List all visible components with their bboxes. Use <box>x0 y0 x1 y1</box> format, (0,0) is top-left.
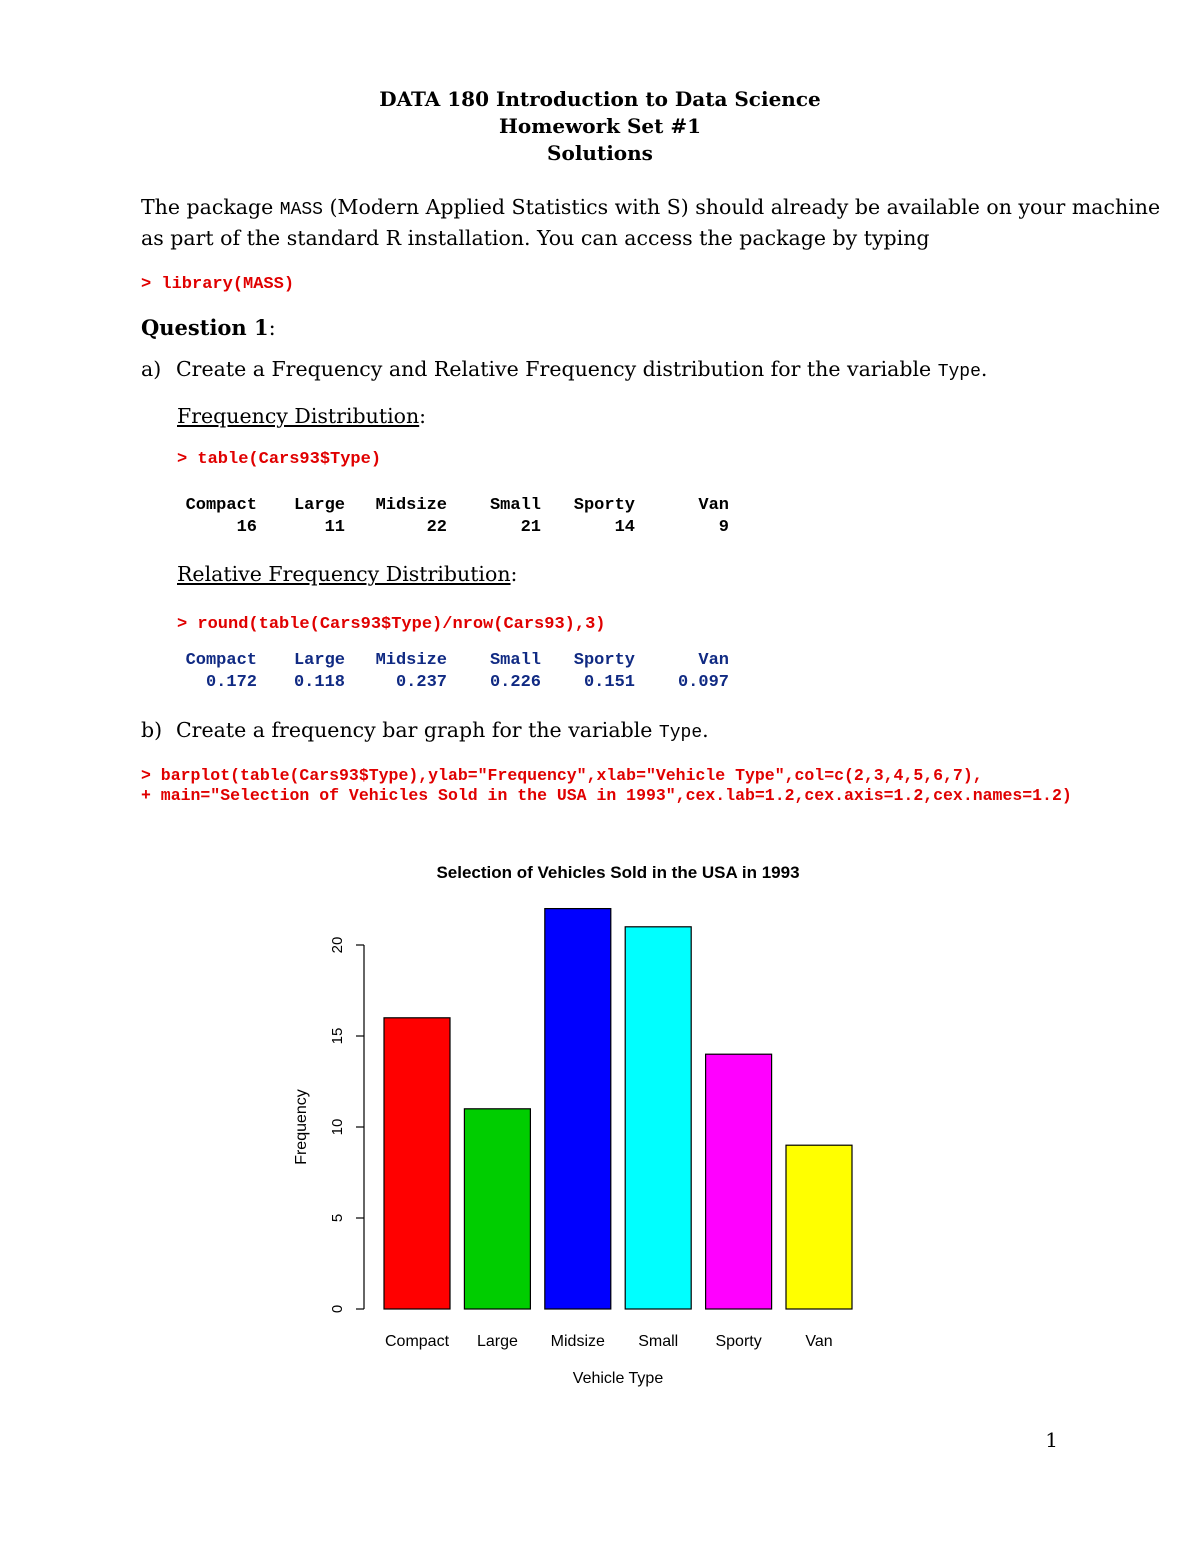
frequency-distribution-heading: Frequency Distribution: <box>177 404 427 428</box>
rel-table-value-3: 0.226 <box>489 673 541 692</box>
freq-table-header-1: Large <box>293 496 345 515</box>
rel-table-header-0: Compact <box>185 651 257 670</box>
barplot-command-line-1: > barplot(table(Cars93$Type),ylab="Frequency",xlab="Vehicle Type",col=c(2,3,4,5,6,7), <box>141 766 983 785</box>
y-tick-label-0: 0 <box>329 1304 346 1314</box>
y-tick-label-4: 20 <box>329 936 346 954</box>
category-label-small: Small <box>638 1333 679 1350</box>
question-part-a: a) Create a Frequency and Relative Frequency distribution for the variable Type. <box>141 357 988 382</box>
barplot-command-line-2: + main="Selection of Vehicles Sold in the USA in 1993",cex.lab=1.2,cex.axis=1.2,cex.names=1.2) <box>141 786 1072 805</box>
frequency-table <box>177 495 777 539</box>
table-command: > table(Cars93$Type) <box>177 450 382 469</box>
relative-table-value-row <box>177 672 777 694</box>
round-command: > round(table(Cars93$Type)/nrow(Cars93),3) <box>177 615 606 634</box>
rel-table-header-1: Large <box>293 651 345 670</box>
freq-table-value-3: 21 <box>520 518 541 537</box>
homework-title: Homework Set #1 <box>498 114 702 138</box>
freq-table-value-2: 22 <box>426 518 447 537</box>
x-axis-label: Vehicle Type <box>572 1370 664 1387</box>
rel-table-header-5: Van <box>698 651 729 670</box>
bar-compact <box>384 1018 450 1309</box>
frequency-table-header-row <box>177 495 777 517</box>
rel-table-header-3: Small <box>489 651 541 670</box>
frequency-bar-chart <box>280 850 900 1410</box>
course-title: DATA 180 Introduction to Data Science <box>379 87 821 111</box>
relative-frequency-heading: Relative Frequency Distribution: <box>177 562 518 586</box>
bar-sporty <box>706 1054 772 1309</box>
solutions-title: Solutions <box>547 141 653 165</box>
freq-table-header-0: Compact <box>185 496 257 515</box>
intro-paragraph: The package MASS (Modern Applied Statistics with S) should already be available on your machine as part of the standard R installation. You can access the package by typing <box>141 195 1161 250</box>
rel-table-value-2: 0.237 <box>395 673 447 692</box>
freq-table-header-5: Van <box>698 496 729 515</box>
document-header <box>0 86 1200 167</box>
bar-midsize <box>545 909 611 1309</box>
question-part-b: b) Create a frequency bar graph for the variable Type. <box>141 718 709 743</box>
freq-table-value-4: 14 <box>614 518 635 537</box>
relative-frequency-table <box>177 650 777 694</box>
bar-van <box>786 1145 852 1309</box>
y-tick-label-3: 15 <box>329 1027 346 1045</box>
question-heading: Question 1: <box>141 315 276 340</box>
freq-table-value-5: 9 <box>718 518 729 537</box>
freq-table-value-1: 11 <box>324 518 345 537</box>
category-label-van: Van <box>805 1333 833 1350</box>
frequency-table-value-row <box>177 517 777 539</box>
bar-large <box>464 1109 530 1309</box>
freq-table-value-0: 16 <box>236 518 257 537</box>
y-tick-label-1: 5 <box>329 1213 346 1223</box>
relative-table-header-row <box>177 650 777 672</box>
rel-table-value-0: 0.172 <box>205 673 257 692</box>
freq-table-header-3: Small <box>489 496 541 515</box>
y-tick-label-2: 10 <box>329 1118 346 1136</box>
rel-table-value-1: 0.118 <box>293 673 345 692</box>
library-command: > library(MASS) <box>141 275 295 294</box>
rel-table-header-4: Sporty <box>573 651 635 670</box>
chart-title: Selection of Vehicles Sold in the USA in 1993 <box>436 863 800 882</box>
category-label-compact: Compact <box>384 1333 450 1350</box>
y-axis-label: Frequency <box>293 1089 310 1165</box>
rel-table-value-5: 0.097 <box>677 673 729 692</box>
package-name-code: MASS <box>279 200 323 220</box>
category-label-large: Large <box>476 1333 518 1350</box>
page-number: 1 <box>1045 1428 1058 1452</box>
rel-table-value-4: 0.151 <box>583 673 635 692</box>
rel-table-header-2: Midsize <box>375 651 447 670</box>
freq-table-header-4: Sporty <box>573 496 635 515</box>
freq-table-header-2: Midsize <box>375 496 447 515</box>
category-label-sporty: Sporty <box>715 1333 762 1350</box>
bar-small <box>625 927 691 1309</box>
category-label-midsize: Midsize <box>550 1333 605 1350</box>
